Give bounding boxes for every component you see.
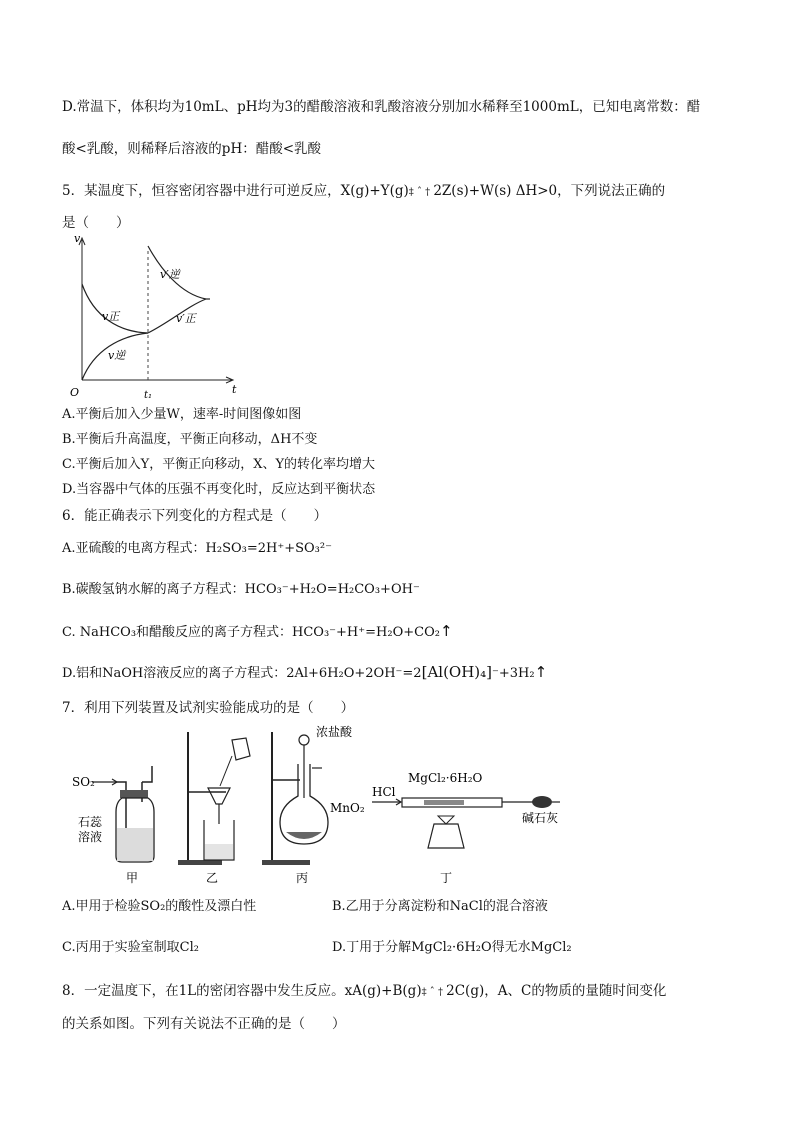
gas-up-arrow: ↑	[439, 622, 453, 640]
q5-stem-pre: 5．某温度下，恒容密闭容器中进行可逆反应，X(g)+Y(g)	[62, 183, 409, 199]
jia-liquid	[117, 828, 153, 861]
q4-option-d-line1: D.常温下，体积均为10mL、pH均为3的醋酸溶液和乳酸溶液分别加水稀释至1000mL，已知电离常数：醋	[62, 99, 701, 115]
bing-solid	[286, 832, 322, 839]
ding-salt-label: MgCl₂·6H₂O	[408, 771, 483, 785]
q7-option-c: C.丙用于实验室制取Cl₂	[62, 940, 199, 955]
q5-option-a: A.平衡后加入少量W，速率-时间图像如图	[62, 407, 302, 422]
jia-reagent-label-1: 石蕊	[78, 815, 103, 829]
jia-gas-label: SO₂	[72, 775, 95, 789]
bing-stand-base	[262, 860, 310, 865]
t1-label: t₁	[144, 390, 153, 401]
q6-option-d-post: ⁻+3H₂	[492, 666, 535, 681]
bing-acid-label: 浓盐酸	[316, 725, 353, 739]
v-reverse-new-label: v′逆	[160, 268, 180, 281]
bing-label: 丙	[296, 871, 309, 885]
q4-option-d-line2: 酸<乳酸，则稀释后溶液的pH：醋酸<乳酸	[62, 141, 322, 157]
q5-rate-time-graph	[60, 232, 240, 404]
q5-stem-post: 2Z(s)+W(s) ΔH>0，下列说法正确的	[433, 183, 666, 199]
v-forward-curve	[82, 284, 148, 333]
jia-label: 甲	[126, 871, 139, 885]
q6-option-b: B.碳酸氢钠水解的离子方程式：HCO₃⁻+H₂O=H₂CO₃+OH⁻	[62, 582, 420, 597]
q7-apparatus-figure	[60, 720, 580, 888]
apparatus-bing	[262, 724, 365, 885]
q5-option-c: C.平衡后加入Y，平衡正向移动，X、Y的转化率均增大	[62, 457, 376, 472]
gas-up-arrow: ↑	[534, 663, 548, 681]
jia-stopper	[120, 790, 148, 798]
q7-option-a: A.甲用于检验SO₂的酸性及漂白性	[62, 899, 257, 914]
apparatus-ding	[372, 771, 560, 885]
q8-stem-line2: 的关系如图。下列有关说法不正确的是（ ）	[62, 1016, 346, 1032]
q6-option-d	[62, 663, 547, 683]
q8-stem-pre: 8．一定温度下，在1L的密闭容器中发生反应。xA(g)+B(g)	[62, 983, 422, 999]
y-axis-label: v	[74, 232, 81, 245]
apparatus-jia	[72, 766, 154, 885]
ding-absorbent-label: 碱石灰	[522, 811, 559, 825]
v-forward-label: v正	[102, 310, 120, 323]
v-reverse-label: v逆	[108, 349, 126, 362]
q7-option-d: D.丁用于分解MgCl₂·6H₂O得无水MgCl₂	[332, 940, 572, 955]
equilibrium-arrow-marks: ‡ ˆ †	[421, 987, 447, 998]
ding-gas-label: HCl	[372, 785, 396, 799]
ding-sample	[424, 800, 464, 805]
jia-reagent-label-2: 溶液	[78, 830, 103, 844]
q7-option-b: B.乙用于分离淀粉和NaCl的混合溶液	[332, 899, 548, 914]
q8-stem	[62, 982, 666, 1002]
apparatus-yi	[178, 732, 250, 885]
q5-stem-line2: 是（ ）	[62, 215, 130, 231]
q5-option-b: B.平衡后升高温度，平衡正向移动，ΔH不变	[62, 432, 318, 447]
bing-funnel-bulb	[299, 735, 309, 745]
x-axis-label: t	[232, 383, 237, 396]
q6-stem: 6．能正确表示下列变化的方程式是（ ）	[62, 508, 328, 524]
jia-outlet-tube	[142, 766, 152, 782]
equilibrium-arrow-marks: ‡ ˆ †	[408, 187, 434, 198]
ding-alcohol-lamp	[428, 824, 464, 848]
yi-glass-rod	[220, 756, 232, 786]
q5-stem	[62, 182, 665, 202]
yi-label: 乙	[206, 871, 219, 885]
q6-option-a: A.亚硫酸的电离方程式：H₂SO₃=2H⁺+SO₃²⁻	[62, 541, 332, 556]
q8-stem-post: 2C(g)，A、C的物质的量随时间变化	[446, 983, 667, 999]
ding-label: 丁	[440, 871, 453, 885]
ding-drying-tube	[532, 796, 552, 808]
v-forward-new-label: v′正	[176, 312, 196, 325]
bing-solid-label: MnO₂	[330, 801, 365, 815]
q6-option-c-text: C. NaHCO₃和醋酸反应的离子方程式：HCO₃⁻+H⁺=H₂O+CO₂	[62, 625, 440, 640]
yi-funnel	[208, 788, 230, 804]
q6-option-d-bracket: [Al(OH)₄]	[421, 663, 493, 681]
ding-flame	[438, 816, 454, 824]
q7-stem: 7．利用下列装置及试剂实验能成功的是（ ）	[62, 700, 355, 716]
origin-label: O	[70, 386, 80, 399]
q6-option-c	[62, 622, 453, 642]
q5-option-d: D.当容器中气体的压强不再变化时，反应达到平衡状态	[62, 482, 376, 497]
yi-filtrate	[205, 844, 233, 859]
yi-pouring-beaker	[232, 738, 250, 760]
q6-option-d-pre: D.铝和NaOH溶液反应的离子方程式：2Al+6H₂O+2OH⁻=2	[62, 666, 422, 681]
yi-stand-base	[178, 860, 222, 865]
